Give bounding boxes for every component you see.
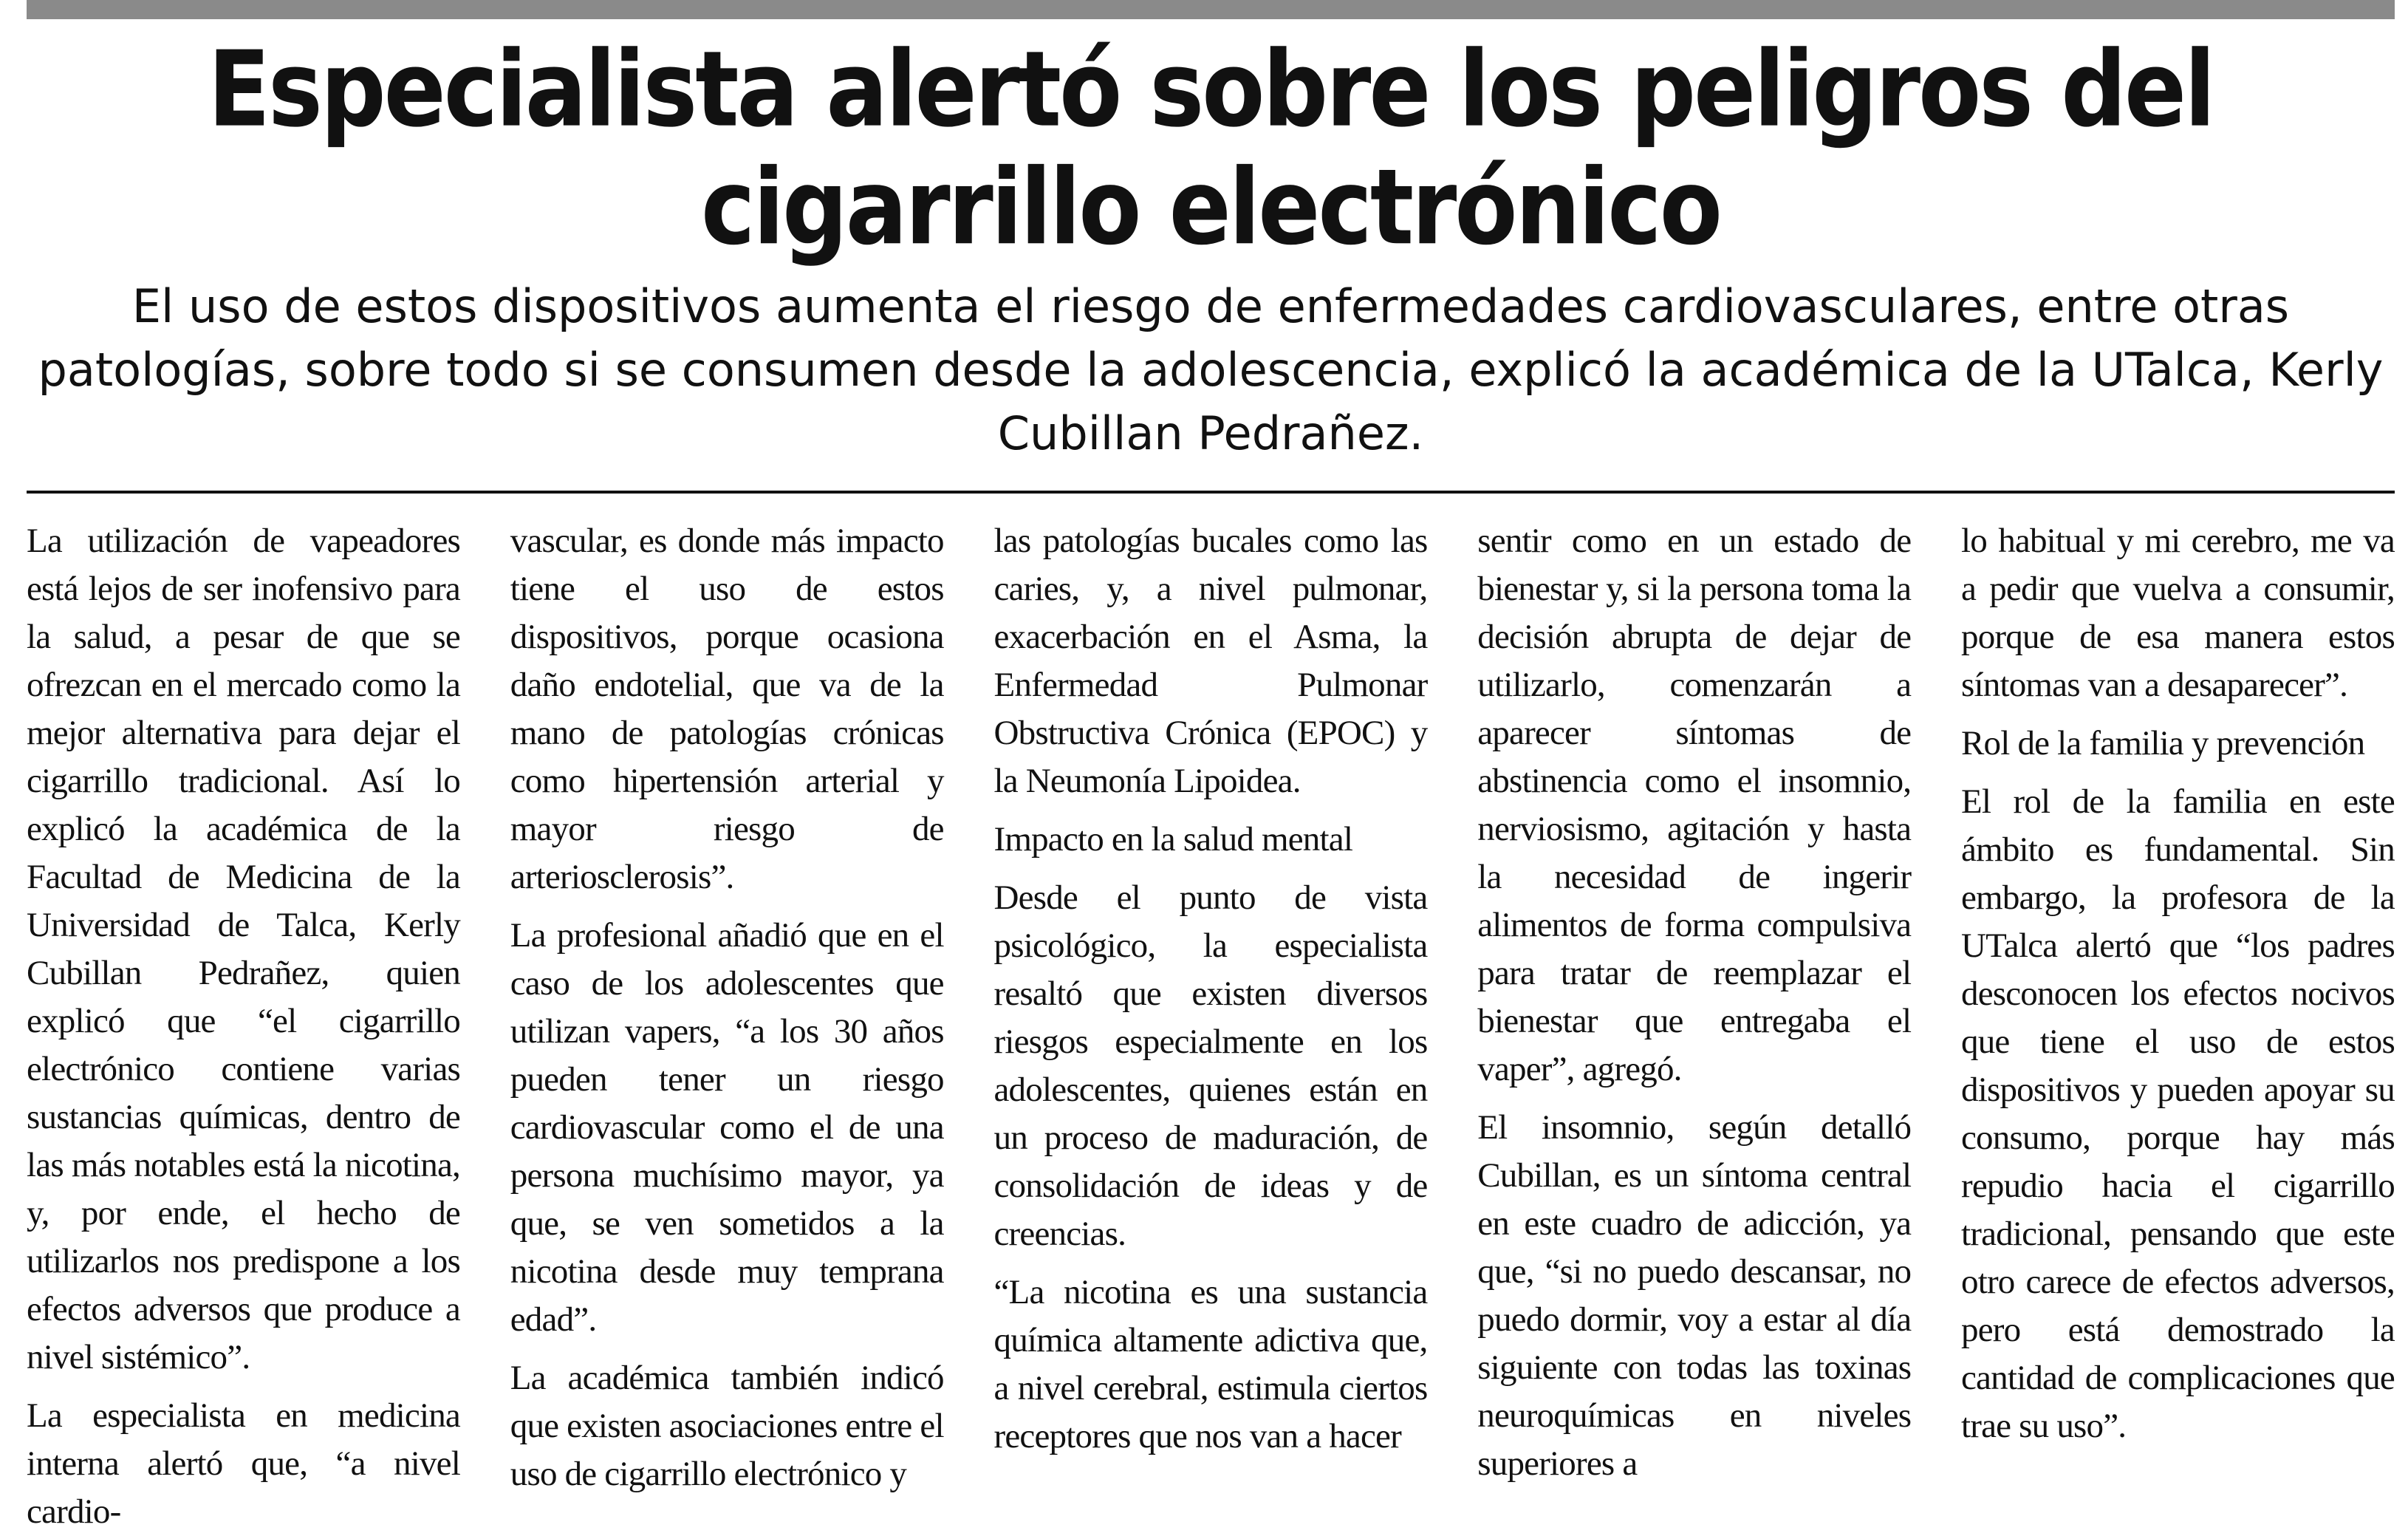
article-body — [27, 517, 2395, 1531]
paragraph: sentir como en un estado de bienestar y, si la persona toma la decisión abrupta de dejar de utilizarlo, comenzarán a aparecer síntomas de abstinencia como el insomnio, nerviosismo, agitación y hasta la necesidad de ingerir alimentos de forma compulsiva para tratar de reemplazar el bienestar que entregaba el vaper”, agregó. — [1477, 522, 1912, 1088]
paragraph: La utilización de vapeadores está lejos de ser inofensivo para la salud, a pesar de que se ofrezcan en el mercado como la mejor alternativa para dejar el cigarrillo tradicional. Así lo explicó la académica de la Facultad de Medicina de la Universidad de Talca, Kerly Cubillan Pedrañez, quien explicó que “el cigarrillo electrónico contiene varias sustancias químicas, dentro de las más notables está la nicotina, y, por ende, el hecho de utilizarlos nos predispone a los efectos adversos que produce a nivel sistémico”. — [27, 522, 460, 1376]
paragraph: Desde el punto de vista psicológico, la especialista resaltó que existen diversos riesgos especialmente en los adolescentes, quienes están en un proceso de maduración, de consolidación de ideas y de creencias. — [993, 878, 1428, 1253]
section-heading: Rol de la familia y prevención — [1961, 724, 2365, 762]
section-heading: Impacto en la salud mental — [993, 820, 1353, 859]
paragraph: vascular, es donde más impacto tiene el uso de estos dispositivos, porque ocasiona daño endotelial, que va de la mano de patologías crónicas como hipertensión arterial y mayor riesgo de arteriosclerosis”. — [510, 522, 944, 896]
top-rule — [27, 0, 2395, 19]
paragraph: La profesional añadió que en el caso de los adolescentes que utilizan vapers, “a los 30 años pueden tener un riesgo cardiovascular como el de una persona muchísimo mayor, ya que, se ven sometidos a la nicotina desde muy temprana edad”. — [510, 916, 944, 1339]
paragraph: “La nicotina es una sustancia química altamente adictiva que, a nivel cerebral, estimula ciertos receptores que nos van a hacer — [993, 1273, 1428, 1455]
divider-rule — [27, 491, 2395, 494]
paragraph: lo habitual y mi cerebro, me va a pedir que vuelva a consumir, porque de esa manera estos síntomas van a desaparecer”. — [1961, 522, 2395, 704]
headline: Especialista alertó sobre los peligros del cigarrillo electrónico — [208, 29, 2214, 269]
body-column-5 — [1961, 517, 2395, 1445]
paragraph: las patologías bucales como las caries, y, a nivel pulmonar, exacerbación en el Asma, la Enfermedad Pulmonar Obstructiva Crónica (EPOC) y la Neumonía Lipoidea. — [993, 522, 1428, 800]
paragraph: El insomnio, según detalló Cubillan, es un síntoma central en este cuadro de adicción, ya que, “si no puedo descansar, no puedo dormir, voy a estar al día siguiente con todas las toxinas neuroquímicas en niveles superiores a — [1477, 1108, 1912, 1483]
subheadline: El uso de estos dispositivos aumenta el riesgo de enfermedades cardiovasculares, entre otras patologías, sobre todo si se consumen desde la adolescencia, explicó la académica de la UTalca, Kerly Cubillan Pedrañez. — [38, 279, 2384, 460]
paragraph: La especialista en medicina interna alertó que, “a nivel cardio- — [27, 1396, 460, 1531]
body-column-3 — [993, 517, 1428, 1455]
body-column-4 — [1477, 517, 1912, 1483]
paragraph: El rol de la familia en este ámbito es fundamental. Sin embargo, la profesora de la UTalca alertó que “los padres desconocen los efectos nocivos que tiene el uso de estos dispositivos y pueden apoyar su consumo, porque hay más repudio hacia el cigarrillo tradicional, pensando que este otro carece de efectos adversos, pero está demostrado la cantidad de complicaciones que trae su uso”. — [1961, 782, 2395, 1445]
body-column-2 — [510, 517, 944, 1493]
paragraph: La académica también indicó que existen asociaciones entre el uso de cigarrillo electrónico y — [510, 1359, 944, 1493]
body-column-1 — [27, 517, 460, 1531]
